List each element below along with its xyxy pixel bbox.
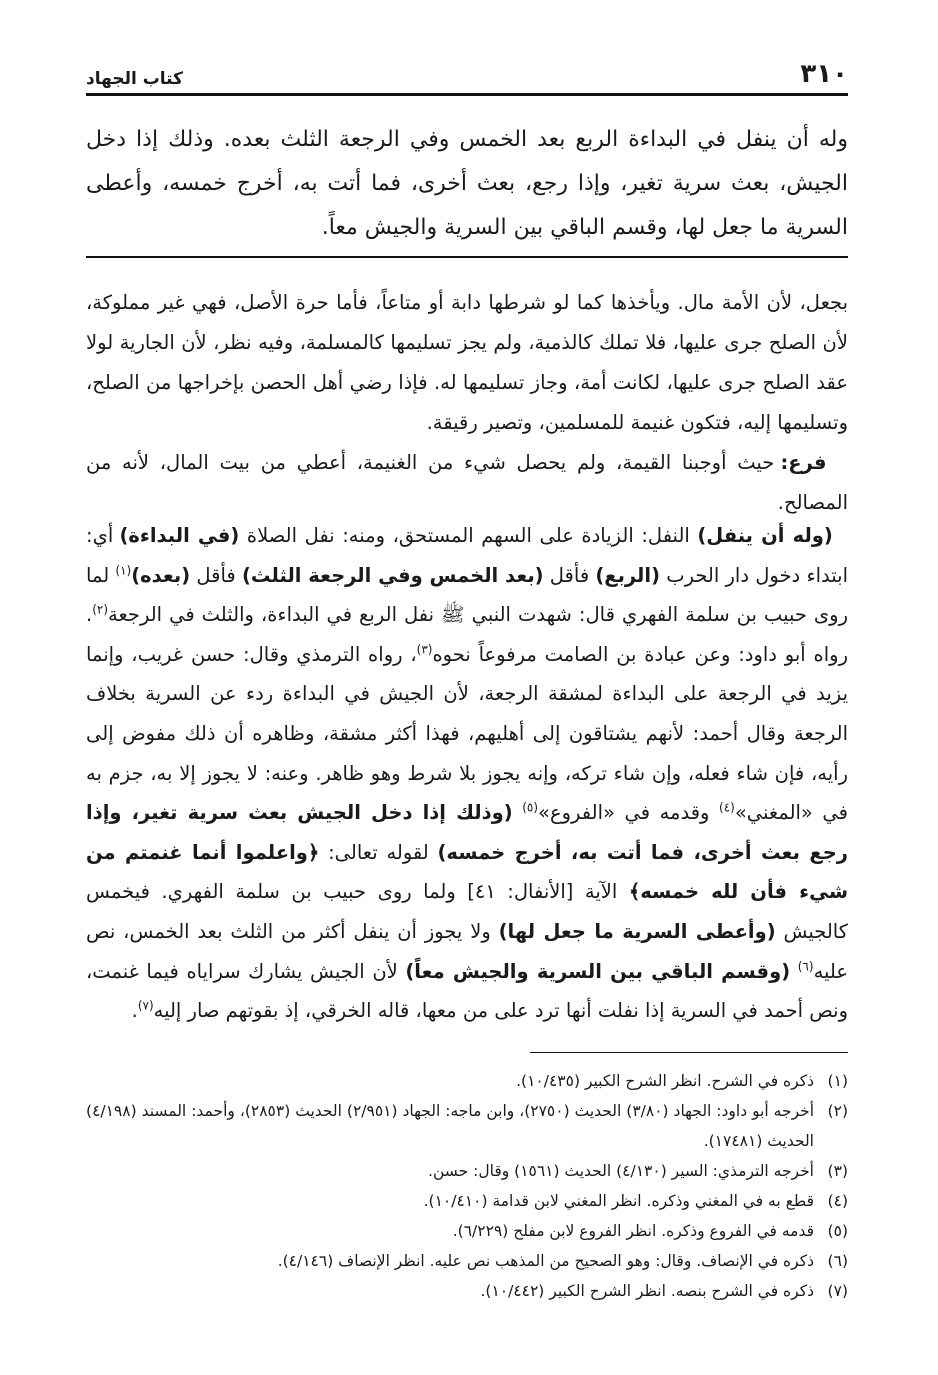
footnote-ref[interactable]: (١) xyxy=(115,563,132,578)
running-header xyxy=(86,58,848,96)
book-title: كتاب الجهاد xyxy=(86,69,184,89)
footnote-ref[interactable]: (٤) xyxy=(719,800,735,815)
matn-quote: (وأعطى السرية ما جعل لها) xyxy=(498,919,776,943)
matn-quote: (الربع) xyxy=(595,563,660,587)
sharh-text xyxy=(790,960,798,983)
sharh-text: . رواه أبو داود: وعن عبادة بن الصامت مرفوعاً نحوه xyxy=(86,603,848,666)
footnote-number: (٧) xyxy=(827,1282,848,1300)
quran-verse: ﴿واعلموا أنما غنمتم من شيء فأن لله خمسه﴾ xyxy=(86,840,848,904)
footnote-text: قطع به في المغني وذكره. انظر المغني لابن قدامة (١٠/٤١٠). xyxy=(423,1192,814,1210)
matn-quote: (وذلك إذا دخل الجيش بعث سرية تغير، وإذا رجع بعث أخرى، فما أتت به، أخرج خمسه) xyxy=(86,801,848,864)
footnote xyxy=(86,1216,848,1246)
far-paragraph xyxy=(86,443,848,523)
far-text: حيث أوجبنا القيمة، ولم يحصل شيء من الغنيمة، أعطي من بيت المال، لأنه من المصالح. xyxy=(86,451,848,514)
far-label: فرع: xyxy=(780,451,827,474)
footnote-number: (٣) xyxy=(827,1162,848,1180)
footnote-text: قدمه في الفروع وذكره. انظر الفروع لابن مفلح (٦/٢٢٩). xyxy=(452,1222,814,1240)
footnote xyxy=(86,1156,848,1186)
sharh-text: لأن الجيش يشارك سراياه فيما غنمت، ونص أحمد في السرية إذا نفلت أنها ترد على من معها، قاله الخرقي، إذ بقوتهم صار إليه xyxy=(86,959,848,1023)
matn-quote: (بعد الخمس وفي الرجعة الثلث) xyxy=(241,563,544,587)
matn-quote: (وقسم الباقي بين السرية والجيش معاً) xyxy=(405,959,791,983)
footnotes xyxy=(86,1066,848,1306)
footnote-text: ذكره في الشرح. انظر الشرح الكبير (١٠/٤٣٥). xyxy=(516,1072,814,1090)
sharh-text: النفل: الزيادة على السهم المستحق، ومنه: نفل الصلاة xyxy=(239,524,698,547)
footnote-ref[interactable]: (٥) xyxy=(522,800,539,815)
footnote xyxy=(86,1066,848,1096)
footnote-text: أخرجه أبو داود: الجهاد (٣/٨٠) الحديث (٢٧٥٠)، وابن ماجه: الجهاد (٢/٩٥١) الحديث (٢٨٥٣)، وأحمد: المسند (٤/١٩٨) الحديث (١٧٤٨١). xyxy=(86,1102,815,1150)
footnote-ref[interactable]: (٧) xyxy=(137,998,154,1013)
footnote xyxy=(86,1186,848,1216)
footnote-number: (٤) xyxy=(827,1192,848,1210)
footnote-number: (٥) xyxy=(827,1222,848,1240)
matn-divider xyxy=(86,256,848,258)
sharh-text: وقدمه في «الفروع» xyxy=(538,801,719,825)
sharh-text: ولا يجوز أن ينفل أكثر من الثلث بعد الخمس، نص عليه xyxy=(86,919,848,983)
footnote-ref[interactable]: (٣) xyxy=(416,642,433,657)
footnote-number: (١) xyxy=(827,1072,848,1090)
sharh-main-paragraph xyxy=(86,516,848,1031)
footnote-divider xyxy=(530,1052,848,1053)
page-number: ٣١٠ xyxy=(800,59,848,89)
footnote xyxy=(86,1096,848,1156)
sharh-text: الآية [الأنفال: ٤١] ولما روى حبيب بن سلمة الفهري. فيخمس كالجيش xyxy=(86,880,849,943)
sharh-main xyxy=(86,516,848,1031)
footnote-text: ذكره في الإنصاف. وقال: وهو الصحيح من المذهب نص عليه. انظر الإنصاف (٤/١٤٦). xyxy=(277,1252,814,1270)
matn-text: وله أن ينفل في البداءة الربع بعد الخمس وفي الرجعة الثلث بعده. وذلك إذا دخل الجيش، بعث سرية تغير، وإذا رجع، بعث أخرى، فما أتت به، أخرج خمسه، وأعطى السرية ما جعل لها، وقسم الباقي بين السرية والجيش معاً. xyxy=(86,127,848,240)
sharh-top xyxy=(86,283,848,523)
footnote-ref[interactable]: (٦) xyxy=(797,959,814,974)
sharh-text: لما روى حبيب بن سلمة الفهري قال: شهدت النبي ﷺ نفل الربع في البداءة، والثلث في الرجعة xyxy=(86,563,848,627)
matn-quote: (في البداءة) xyxy=(119,524,240,547)
footnote-number: (٦) xyxy=(827,1252,848,1270)
sharh-text: لقوله تعالى: xyxy=(319,840,438,864)
sharh-text: فأقل xyxy=(543,563,596,587)
sharh-text: أي: ابتداء دخول دار الحرب xyxy=(86,524,849,587)
footnote xyxy=(86,1276,848,1306)
footnote-text: أخرجه الترمذي: السير (٤/١٣٠) الحديث (١٥٦١) وقال: حسن. xyxy=(428,1162,814,1180)
footnote-text: ذكره في الشرح بنصه. انظر الشرح الكبير (١٠/٤٤٢). xyxy=(480,1282,814,1300)
sharh-paragraph: بجعل، لأن الأمة مال. ويأخذها كما لو شرطها دابة أو متاعاً، فأما حرة الأصل، فهي غير مملوكة، لأن الصلح جرى عليها، فلا تملك كالذمية، ولم يجز تسليمها كالمسلمة، وفيه نظر، لأن الجارية لولا عقد الصلح جرى عليها، لكانت أمة، وجاز تسليمها له. فإذا رضي أهل الحصن بإخراجها من الصلح، وتسليمها إليه، فتكون غنيمة للمسلمين، وتصير رقيقة. xyxy=(86,291,848,434)
sharh-text: فأقل xyxy=(190,563,242,587)
footnote-ref[interactable]: (٢) xyxy=(92,602,109,617)
sharh-text: ، رواه الترمذي وقال: حسن غريب، وإنما يزيد في الرجعة على البداءة لمشقة الرجعة، لأن الجيش في البداءة ردء عن السرية بخلاف الرجعة وقال أحمد: لأنهم يشتاقون إلى أهليهم، فهذا أكثر مشقة، وظاهره أن ذلك مفوض إلى رأيه، فإن شاء فعله، وإن شاء تركه، وإنه يجوز بلا شرط وهو ظاهر. وعنه: لا يجوز إلا به، جزم به في «المغني» xyxy=(86,642,848,825)
footnote-number: (٢) xyxy=(827,1102,848,1120)
footnote xyxy=(86,1246,848,1276)
sharh-text xyxy=(513,801,523,824)
sharh-text: . xyxy=(131,999,138,1023)
matn-quote: (وله أن ينفل) xyxy=(697,524,833,547)
matn-quote: (بعده) xyxy=(131,563,191,587)
